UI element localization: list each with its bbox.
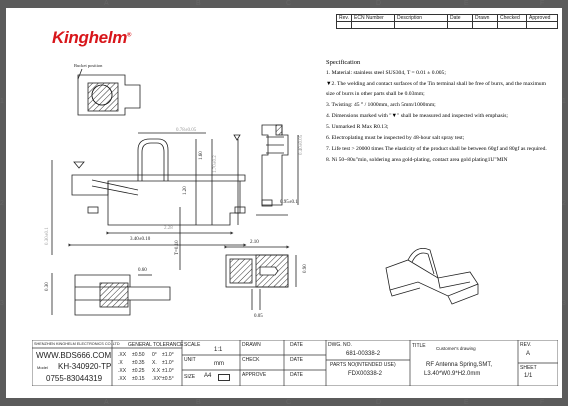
dim-t010: T=0.10: [175, 240, 180, 255]
spec-item-1: 1. Material: stainless steel SUS304, T = 0.01 ± 0.005;: [326, 70, 446, 76]
check-date-label: DATE: [290, 357, 303, 363]
spec-item-8: 8. Ni 50~80u"min, soldering area gold-plating, contact area gold plating1U"MIN: [326, 157, 508, 163]
title-line-2: L3.40*W0.9*H2.0mm: [424, 371, 481, 377]
website: WWW.BDS666.COM: [36, 351, 112, 360]
dim-120: 1.20: [183, 186, 188, 195]
rev-col-ecn: ECN Number: [352, 15, 395, 22]
zone-number-1-right: 1: [562, 98, 566, 105]
title-label: TITLE: [412, 343, 426, 349]
bottom-view: [52, 273, 170, 315]
unit-label: UNIT: [184, 357, 196, 363]
tol-row-4-d: ±0.5°: [162, 376, 174, 382]
tol-row-4-a: .XX: [118, 376, 127, 382]
unit-value: mm: [214, 361, 224, 367]
spec-item-2: ▼2. The welding and contact surfaces of the Tin terminal shall be free of burrs, and the maximum: [326, 81, 546, 87]
revision-table: [336, 14, 558, 29]
drawn-label: DRAWN: [242, 342, 261, 348]
isometric-view-drawing: [378, 238, 488, 308]
tol-row-4-b: ±0.15: [132, 376, 145, 382]
zone-number-2: 2: [0, 200, 4, 207]
dim-side-height: 0.40±0.05: [299, 134, 304, 155]
zone-number-3: 3: [0, 300, 4, 307]
spec-item-7: 7. Life test > 20000 times The elasticity of the product shall be between 60gf and 80gf as required.: [326, 146, 547, 152]
dim-078: 0.78±0.05: [176, 128, 197, 133]
bucket-position-label: Bucket position: [74, 63, 103, 68]
parts-no-value: FDX00338-2: [348, 371, 383, 377]
technical-drawing: [30, 55, 320, 340]
zone-number-2-right: 2: [562, 200, 566, 207]
zone-letter-a-bottom: A: [104, 399, 109, 406]
approve-label: APPROVE: [242, 372, 267, 378]
sheet-label: SHEET: [520, 365, 537, 371]
dim-side-width: 0.95±0.1: [280, 200, 298, 205]
phone-number: 0755-83044319: [46, 374, 103, 383]
dim-left-vertical: 0.30±0.1: [45, 227, 50, 245]
kinghelm-logo: [52, 28, 131, 48]
size-label: SIZE: [184, 374, 196, 380]
tol-row-2-b: ±0.35: [132, 360, 145, 366]
approve-date-label: DATE: [290, 372, 303, 378]
sheet-value: 1/1: [524, 373, 533, 379]
dim-340: 3.40±0.10: [130, 237, 151, 242]
zone-letter-b: B: [196, 0, 201, 7]
scale-label: SCALE: [184, 342, 201, 348]
tol-row-3-a: .XX: [118, 368, 127, 374]
zone-letter-b-bottom: B: [196, 399, 201, 406]
tol-row-2-d: ±1.0°: [162, 360, 174, 366]
spec-item-5: 5. Unmarked R Max R0.13;: [326, 124, 389, 130]
zone-letter-d-bottom: D: [376, 399, 382, 406]
dim-height-right: 1.70±0.2: [213, 155, 218, 173]
zone-letter-c: C: [286, 0, 292, 7]
zone-letter-d: D: [376, 0, 382, 7]
dim-228: 2.28: [164, 226, 173, 231]
rev-col-date: Date: [448, 15, 473, 22]
rev-col-drawn: Drawn: [473, 15, 498, 22]
parts-no-label: PARTS NO(INTENDED USE): [330, 362, 396, 368]
tol-row-3-c: X.X: [152, 368, 161, 374]
registered-mark: ®: [127, 32, 132, 39]
rev-label: REV.: [520, 342, 532, 348]
tol-row-3-d: ±1.0°: [162, 368, 174, 374]
size-value: A4: [204, 373, 212, 379]
company-name: SHENZHEN KINGHELM ELECTRONICS CO.,LTD: [34, 342, 120, 346]
projection-symbol-icon: [218, 374, 230, 381]
dim-030: 0.30: [45, 282, 50, 291]
tol-row-1-d: ±1.0°: [162, 352, 174, 358]
front-view: [52, 133, 245, 270]
tol-row-4-c: .XX°: [152, 376, 163, 382]
dim-210: 2.10: [250, 240, 259, 245]
zone-letter-e: E: [464, 0, 469, 7]
rev-col-rev: Rev.: [337, 15, 352, 22]
rev-col-description: Description: [395, 15, 448, 22]
customer-drawing: Customer's drawing: [436, 346, 476, 351]
spec-item-2-cont: size of burrs in other parts shall be 0.03mm;: [326, 91, 425, 97]
zone-letter-c-bottom: C: [286, 399, 292, 406]
model-number: KH-340920-TP: [58, 362, 112, 371]
zone-letter-e-bottom: E: [464, 399, 469, 406]
drawn-date-label: DATE: [290, 342, 303, 348]
zone-letter-f: F: [540, 0, 545, 7]
spec-item-3: 3. Twisting: 45 ° / 1000mm, arch 5mm/1000mm;: [326, 102, 436, 108]
check-label: CHECK: [242, 357, 260, 363]
zone-letter-f-bottom: F: [540, 399, 545, 406]
revision-row: [337, 22, 558, 29]
dwg-no-label: DWG. NO.: [328, 342, 352, 348]
rev-value: A: [526, 351, 531, 357]
tol-row-2-c: X.: [152, 360, 157, 366]
dim-005: 0.05: [254, 314, 263, 319]
general-tolerance-label: GENERAL TOLERANCE: [128, 342, 184, 348]
top-view: [226, 247, 296, 310]
zone-letter-a: A: [104, 0, 109, 7]
dim-160: 1.60: [199, 151, 204, 160]
zone-number-1: 1: [0, 98, 4, 105]
spec-item-6: 6. Electroplating must be inspected by 48-hour salt spray test;: [326, 135, 465, 141]
tol-row-1-b: ±0.50: [132, 352, 145, 358]
logo-text: Kinghelm: [52, 28, 128, 47]
rev-col-checked: Checked: [498, 15, 527, 22]
scale-value: 1:1: [214, 347, 223, 353]
dwg-no-value: 681-00338-2: [346, 351, 381, 357]
tol-row-2-a: .X: [118, 360, 123, 366]
zone-number-3-right: 3: [562, 300, 566, 307]
specification-title: Specification: [326, 59, 361, 66]
model-label: Model: [37, 365, 48, 370]
rev-col-approved: Approved: [527, 15, 558, 22]
tol-row-3-b: ±0.25: [132, 368, 145, 374]
bucket-detail-view: [78, 69, 140, 115]
dim-060: 0.60: [138, 268, 147, 273]
tol-row-1-c: 0°: [152, 352, 157, 358]
revision-header-row: [337, 15, 558, 22]
spec-item-4: 4. Dimensions marked with "▼" shall be measured and inspected with emphasis;: [326, 113, 508, 119]
dim-090: 0.90: [303, 264, 308, 273]
tol-row-1-a: .XX: [118, 352, 127, 358]
title-line-1: RF Antenna Spring,SMT,: [426, 362, 493, 368]
